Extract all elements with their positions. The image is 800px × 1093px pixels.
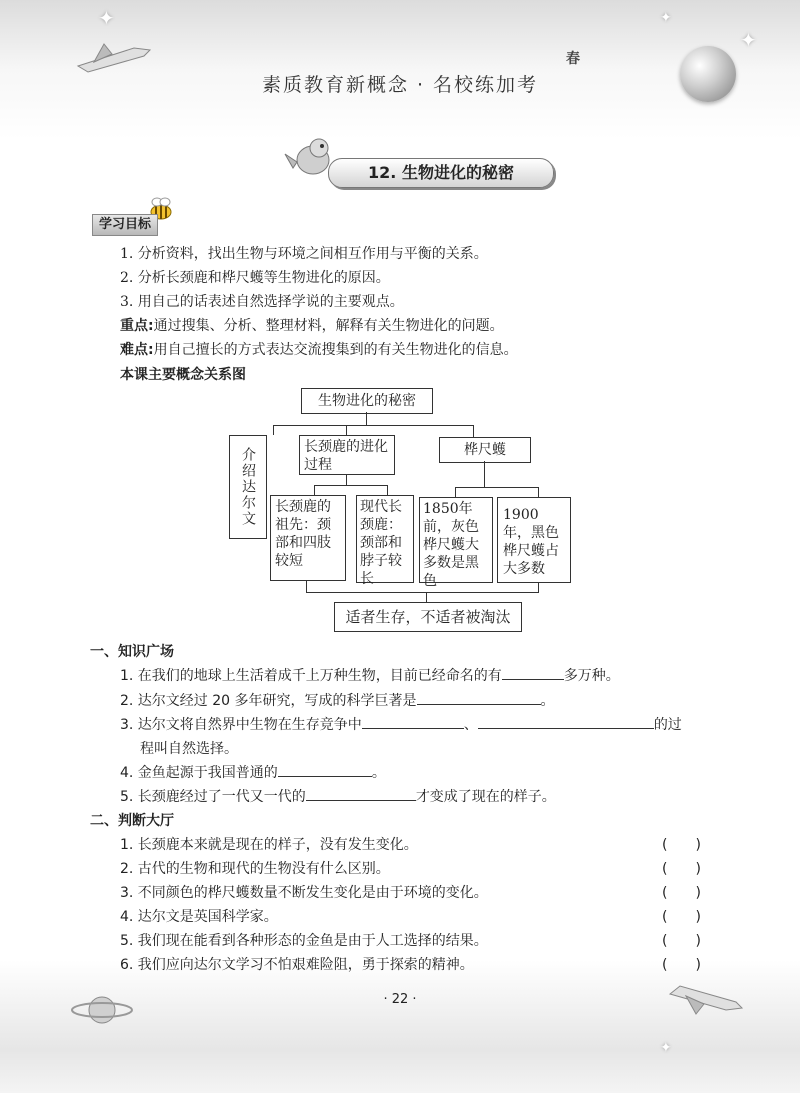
goal-item: 2. 分析长颈鹿和桦尺蠖等生物进化的原因。 [120,270,390,286]
goal-item: 1. 分析资料，找出生物与环境之间相互作用与平衡的关系。 [120,246,488,262]
fill-question-4 [120,762,386,782]
question-text: 、 [463,717,478,733]
question-text: 多万种。 [563,668,620,684]
section-heading: 一、知识广场 [90,644,174,660]
connector-line [346,425,347,435]
judge-question: 5. 我们现在能看到各种形态的金鱼是由于人工选择的结果。 [120,933,488,949]
diagram-moth-node: 桦尺蠖 [439,437,531,463]
goal-item: 3. 用自己的话表述自然选择学说的主要观点。 [120,294,404,310]
diagram-moth-1850-node: 1850年前，灰色桦尺蠖大多数是黑色 [419,497,493,583]
connector-line [387,485,388,495]
star-icon: ✦ [660,1040,672,1056]
judge-question: 1. 长颈鹿本来就是现在的样子，没有发生变化。 [120,837,418,853]
lesson-title: 12. 生物进化的秘密 [328,158,554,188]
judge-question: 6. 我们应向达尔文学习不怕艰难险阻，勇于探索的精神。 [120,957,474,973]
connector-line [538,487,539,497]
connector-line [426,592,427,602]
connector-line [455,487,456,497]
diagram-giraffe-node: 长颈鹿的进化过程 [299,435,395,475]
connector-line [455,487,539,488]
space-shuttle-icon [666,984,746,1018]
diagram-giraffe-ancestor-node: 长颈鹿的祖先：颈部和四肢较短 [270,495,346,581]
diagram-root-node: 生物进化的秘密 [301,388,433,414]
diagram-conclusion-node: 适者生存，不适者被淘汰 [334,602,522,632]
difficult-point-text: 用自己擅长的方式表达交流搜集到的有关生物进化的信息。 [153,342,518,358]
page-number: · 22 · [383,992,417,1007]
fill-question-3-continued: 程叫自然选择。 [140,741,238,757]
page-header-title: 素质教育新概念 · 名校练加考 [261,74,539,96]
difficult-point-label: 难点: [120,342,154,358]
key-point-text: 通过搜集、分析、整理材料，解释有关生物进化的问题。 [153,318,504,334]
question-text: 1. 在我们的地球上生活着成千上万种生物，目前已经命名的有 [120,668,502,684]
connector-line [306,581,307,592]
connector-line [538,583,539,592]
connector-line [484,461,485,487]
section-heading: 二、判断大厅 [90,813,174,829]
judge-question: 2. 古代的生物和现代的生物没有什么区别。 [120,861,390,877]
key-point [120,315,504,335]
connector-line [273,425,274,435]
answer-parentheses[interactable]: ( ) [662,861,701,877]
planet-icon [70,990,134,1030]
question-text: 2. 达尔文经过 20 多年研究，写成的科学巨著是 [120,693,417,709]
connector-line [366,412,367,425]
fill-question-1 [120,665,620,685]
connector-line [306,592,539,593]
answer-parentheses[interactable]: ( ) [662,957,701,973]
answer-blank[interactable] [278,762,372,777]
answer-parentheses[interactable]: ( ) [662,885,701,901]
answer-parentheses[interactable]: ( ) [662,933,701,949]
question-text: 才变成了现在的样子。 [415,789,556,805]
diagram-darwin-node: 介绍达尔文 [229,435,267,539]
answer-blank[interactable] [306,786,416,801]
answer-parentheses[interactable]: ( ) [662,909,701,925]
answer-blank[interactable] [362,714,464,729]
judge-question: 3. 不同颜色的桦尺蠖数量不断发生变化是由于环境的变化。 [120,885,488,901]
learning-goals-tag: 学习目标 [92,214,158,236]
diagram-moth-1900-node: 1900年，黑色桦尺蠖占大多数 [497,497,571,583]
answer-blank[interactable] [502,665,564,680]
concept-map-title: 本课主要概念关系图 [120,367,246,383]
answer-parentheses[interactable]: ( ) [662,837,701,853]
key-point-label: 重点: [120,318,154,334]
season-label: 春 [566,51,580,67]
question-text: 4. 金鱼起源于我国普通的 [120,765,278,781]
question-text: 。 [371,765,386,781]
question-text: 的过 [653,717,682,733]
star-icon: ✦ [98,6,115,30]
connector-line [314,485,315,495]
diagram-modern-giraffe-node: 现代长颈鹿：颈部和脖子较长 [356,495,414,583]
connector-line [473,425,474,437]
fill-question-3 [120,714,682,734]
question-text: 。 [540,693,555,709]
space-shuttle-icon [74,40,154,74]
connector-line [273,425,473,426]
judge-question: 4. 达尔文是英国科学家。 [120,909,278,925]
connector-line [314,485,388,486]
fill-question-2 [120,690,555,710]
answer-blank[interactable] [417,690,541,705]
answer-blank[interactable] [478,714,654,729]
question-text: 3. 达尔文将自然界中生物在生存竞争中 [120,717,362,733]
star-icon: ✦ [660,10,672,26]
difficult-point [120,339,518,359]
star-icon: ✦ [740,28,757,52]
connector-line [346,475,347,485]
fill-question-5 [120,786,556,806]
question-text: 5. 长颈鹿经过了一代又一代的 [120,789,306,805]
